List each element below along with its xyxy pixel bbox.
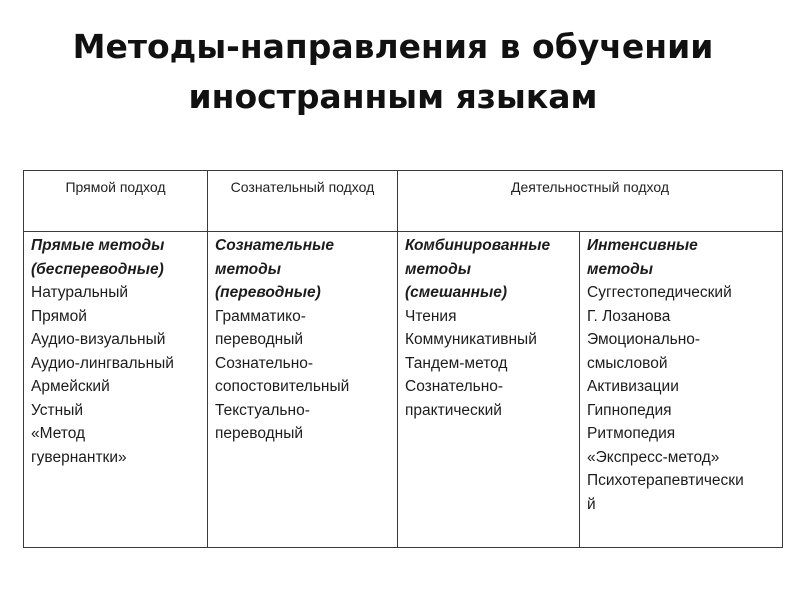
method-item: Г. Лозанова (587, 307, 671, 325)
column-heading: (смешанные) (405, 284, 508, 301)
method-item: й (587, 495, 596, 513)
method-item: Гипнопедия (587, 401, 672, 419)
methods-table (23, 170, 783, 548)
method-item: Аудио-лингвальный (31, 354, 174, 372)
column-direct-methods (24, 232, 208, 548)
method-item: Чтения (405, 307, 457, 325)
method-item: Сознательно- (215, 354, 314, 372)
column-heading: Интенсивные (587, 237, 698, 254)
method-item: переводный (215, 331, 303, 348)
column-heading: методы (215, 260, 281, 278)
method-item: Армейский (31, 378, 110, 395)
method-item: Грамматико- (215, 307, 306, 325)
page-title (0, 22, 786, 122)
method-item: «Экспресс-метод» (587, 448, 720, 466)
column-heading: Сознательные (215, 237, 335, 254)
method-item: Суггестопедический (587, 284, 732, 301)
method-item: «Метод (31, 425, 86, 442)
methods-row (24, 232, 783, 548)
method-item: Устный (31, 401, 84, 419)
method-item: Психотерапевтически (587, 472, 744, 489)
method-item: Текстуально- (215, 401, 310, 419)
method-item: Эмоционально- (587, 331, 701, 348)
column-heading: (переводные) (215, 284, 321, 301)
column-heading: методы (587, 260, 653, 278)
title-line-2: иностранным языкам (188, 77, 598, 116)
header-activity-approach: Деятельностный подход (398, 171, 783, 232)
title-line-1: Методы-направления в обучении (72, 27, 714, 66)
header-row (24, 171, 783, 232)
column-heading: Прямые методы (31, 237, 165, 254)
method-item: смысловой (587, 354, 668, 372)
method-item: Аудио-визуальный (31, 331, 166, 348)
column-combined-methods (398, 232, 580, 548)
method-item: Активизации (587, 378, 679, 395)
method-item: Сознательно- (405, 378, 504, 395)
method-item: Коммуникативный (405, 331, 537, 348)
column-heading: Комбинированные (405, 237, 551, 254)
method-item: Тандем-метод (405, 354, 508, 372)
column-intensive-methods (580, 232, 783, 548)
column-conscious-methods (208, 232, 398, 548)
column-heading: методы (405, 260, 471, 278)
method-item: практический (405, 401, 502, 419)
column-heading: (беспереводные) (31, 260, 164, 278)
header-direct-approach: Прямой подход (24, 171, 208, 232)
method-item: переводный (215, 425, 303, 442)
method-item: сопостовительный (215, 378, 350, 395)
method-item: гувернантки» (31, 448, 127, 466)
header-conscious-approach: Сознательный подход (208, 171, 398, 232)
method-item: Ритмопедия (587, 425, 676, 442)
method-item: Прямой (31, 307, 87, 325)
method-item: Натуральный (31, 284, 129, 301)
